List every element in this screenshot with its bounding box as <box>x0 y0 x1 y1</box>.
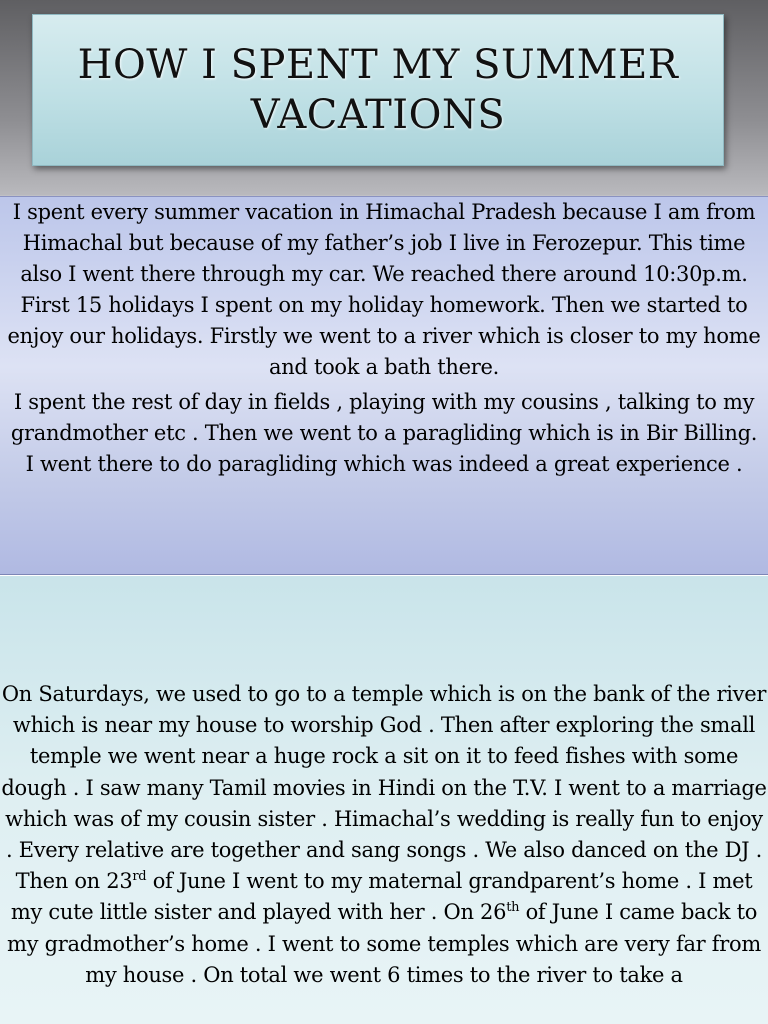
superscript-rd: rd <box>132 869 147 885</box>
superscript-th: th <box>506 900 520 916</box>
paragraph-3-part-3: of June I came back to my gradmother’s home . I went to some temples which are very far from my house . On total we went 6 times to the river to take a <box>7 900 761 987</box>
paragraph-3-part-2: of June I went to my maternal grandparent’s home . I met my cute little sister and played with her . On 26 <box>10 869 753 925</box>
paragraph-3-part-1: On Saturdays, we used to go to a temple which is on the bank of the river which is near my house to worship God . Then after exploring the small temple we went near a huge rock a sit on it to feed fishes with some dough . I saw many Tamil movies in Hindi on the T.V. I went to a marriage which was of my cousin sister . Himachal’s wedding is really fun to enjoy . Every relative are together and sang songs . We also danced on the DJ . Then on 23 <box>1 682 767 894</box>
paragraph-2: I spent the rest of day in fields , playing with my cousins , talking to my grandmother etc . Then we went to a paragliding which is in Bir Billing. I went there to do paragliding which was indeed a great experience . <box>10 390 758 476</box>
title-line-1: HOW I SPENT MY SUMMER <box>77 42 679 88</box>
paragraph-1: I spent every summer vacation in Himachal Pradesh because I am from Himachal but because of my father’s job I live in Ferozepur. This time also I went there through my car. We reached there around 10:30p.m. First 15 holidays I spent on my holiday homework. Then we started to enjoy our holidays. Firstly we went to a river which is closer to my home and took a bath there. <box>7 200 761 379</box>
page-title <box>78 40 679 140</box>
title-box <box>32 14 724 166</box>
slide-2 <box>0 576 768 1024</box>
paragraph-3 <box>0 679 768 991</box>
content-box <box>0 196 768 575</box>
title-line-2: VACATIONS <box>250 92 506 138</box>
